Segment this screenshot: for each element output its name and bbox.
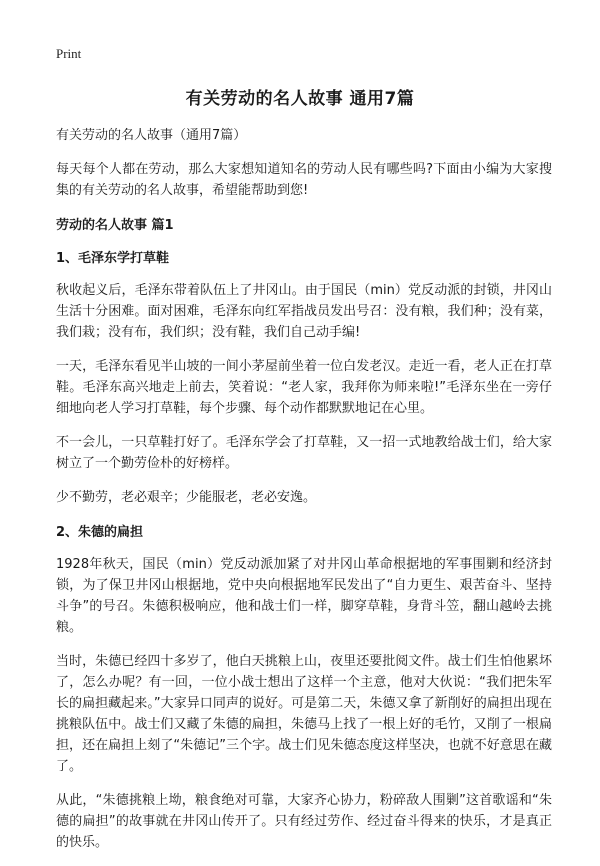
story1-heading: 1、毛泽东学打草鞋 [56, 251, 170, 266]
story2-paragraph-3: 从此，“朱德挑粮上坳，粮食绝对可靠，大家齐心协力，粉碎敌人围剿”这首歌谣和“朱德的扁担”的故事就在井冈山传开了。只有经过劳作、经过奋斗得来的快乐，才是真正的快乐。 [56, 793, 552, 850]
story2-paragraph-1: 1928年秋天，国民（min）党反动派加紧了对井冈山革命根据地的军事围剿和经济封锁，为了保卫井冈山根据地，党中央向根据地军民发出了“自力更生、艰苦奋斗、坚持斗争”的号召。朱德积极响应，他和战士们一样，脚穿草鞋，身背斗笠，翻山越岭去挑粮。 [56, 557, 552, 635]
story1-paragraph-3: 不一会儿，一只草鞋打好了。毛泽东学会了打草鞋，又一招一式地教给战士们，给大家树立了一个勤劳俭朴的好榜样。 [56, 435, 552, 471]
article-subtitle: 有关劳动的名人故事（通用7篇） [56, 128, 247, 143]
story2-heading: 2、朱德的扁担 [56, 525, 144, 540]
intro-paragraph: 每天每个人都在劳动，那么大家想知道知名的劳动人民有哪些吗?下面由小编为大家搜集的有关劳动的名人故事，希望能帮助到您! [56, 162, 552, 198]
article-body [56, 124, 552, 866]
print-link[interactable]: Print [56, 46, 82, 61]
page-title: 有关劳动的名人故事 通用7篇 [185, 89, 415, 109]
story2-paragraph-2: 当时，朱德已经四十多岁了，他白天挑粮上山，夜里还要批阅文件。战士们生怕他累坏了，怎么办呢？有一回，一位小战士想出了这样一个主意，他对大伙说：“我们把朱军长的扁担藏起来。”大家异口同声的说好。可是第二天，朱德又拿了新削好的扁担出现在挑粮队伍中。战士们又藏了朱德的扁担，朱德马上找了一根上好的毛竹，又削了一根扁担，还在扁担上刻了“朱德记”三个字。战士们见朱德态度这样坚决，也就不好意思在藏了。 [56, 654, 552, 774]
story1-paragraph-1: 秋收起义后，毛泽东带着队伍上了井冈山。由于国民（min）党反动派的封锁，井冈山生活十分困难。面对困难，毛泽东向红军指战员发出号召：没有粮，我们种；没有菜，我们栽；没有布，我们织；没有鞋，我们自己动手编! [56, 283, 552, 340]
section-heading: 劳动的名人故事 篇1 [56, 218, 174, 233]
story1-paragraph-4: 少不勤劳，老必艰辛；少能服老，老必安逸。 [56, 490, 317, 505]
story1-paragraph-2: 一天，毛泽东看见半山坡的一间小茅屋前坐着一位白发老汉。走近一看，老人正在打草鞋。毛泽东高兴地走上前去，笑着说：“老人家，我拜你为师来啦!”毛泽东坐在一旁仔细地向老人学习打草鞋，每个步骤、每个动作都默默地记在心里。 [56, 359, 552, 416]
